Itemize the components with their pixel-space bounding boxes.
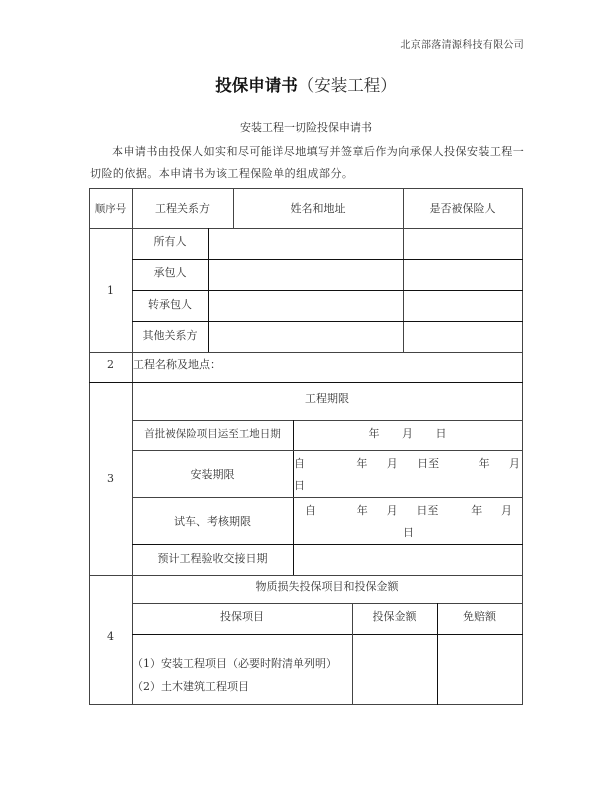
insured-amount-field[interactable] [352, 634, 437, 704]
party-subcontractor: 转承包人 [148, 297, 192, 311]
trial-m1: 月 [386, 503, 398, 517]
subcontractor-name-address-field[interactable] [208, 290, 403, 321]
install-period-label: 安装期限 [190, 467, 235, 481]
seq-1: 1 [107, 283, 114, 297]
other-insured-field[interactable] [403, 321, 522, 352]
col-deductible: 免赔额 [463, 609, 496, 623]
table-border-right [522, 188, 523, 705]
install-period-line2 [294, 477, 520, 493]
insured-items-cell [132, 634, 352, 704]
trial-d1to: 日至 [416, 503, 439, 517]
header-party: 工程关系方 [155, 202, 210, 215]
header-name-address: 姓名和地址 [290, 202, 346, 215]
header-seq: 顺序号 [94, 202, 127, 215]
insured-item-civil: （2）土木建筑工程项目 [132, 680, 249, 693]
trial-y1: 年 [356, 503, 368, 517]
contractor-insured-field[interactable] [403, 259, 522, 290]
intro-paragraph: 本申请书由投保人如实和尽可能详尽地填写并签章后作为向承保人投保安装工程一切险的依据。本申请书为该工程保险单的组成部分。 [90, 145, 525, 180]
trial-period-label: 试车、考核期限 [174, 514, 251, 528]
party-contractor: 承包人 [153, 265, 187, 279]
install-period-line1 [294, 455, 520, 471]
owner-insured-field[interactable] [403, 228, 522, 259]
seq-2: 2 [107, 357, 114, 371]
title-main: 投保申请书 [215, 76, 298, 95]
install-m1: 月 [386, 456, 398, 470]
company-name: 北京部落清源科技有限公司 [400, 40, 524, 51]
table-border-bottom [89, 704, 523, 705]
acceptance-date-field[interactable] [293, 544, 522, 575]
subcontractor-insured-field[interactable] [403, 290, 522, 321]
trial-m2: 月 [500, 503, 512, 517]
coverage-heading: 物质损失投保项目和投保金额 [255, 580, 399, 593]
trial-y2: 年 [471, 503, 483, 517]
form-subtitle: 安装工程一切险投保申请书 [240, 121, 372, 134]
trial-period-field[interactable] [293, 497, 522, 544]
col-insured-amount: 投保金额 [372, 609, 417, 623]
party-other: 其他关系方 [142, 328, 198, 342]
col-insured-item: 投保项目 [220, 609, 264, 623]
install-d1to: 日至 [417, 456, 440, 470]
seq-3: 3 [107, 472, 114, 485]
deductible-field[interactable] [437, 634, 522, 704]
install-m2: 月 [508, 456, 520, 470]
insured-item-installation: （1）安装工程项目（必要时附清单列明） [132, 657, 337, 670]
owner-name-address-field[interactable] [208, 228, 403, 259]
other-name-address-field[interactable] [208, 321, 403, 352]
title-sub: （安装工程） [297, 76, 397, 95]
header-insured: 是否被保险人 [429, 202, 496, 215]
trial-period-line1 [305, 502, 512, 518]
install-period-field[interactable] [293, 450, 522, 497]
party-owner: 所有人 [153, 234, 187, 248]
install-y2: 年 [478, 456, 490, 470]
trial-from: 自 [305, 503, 316, 517]
trial-period-line2 [305, 524, 512, 540]
period-heading: 工程期限 [305, 392, 349, 405]
trial-d2: 日 [403, 525, 414, 539]
contractor-name-address-field[interactable] [208, 259, 403, 290]
install-d2: 日 [294, 478, 305, 492]
install-from: 自 [294, 456, 305, 470]
first-delivery-date-field[interactable]: 年 月 日 [368, 427, 447, 440]
seq-4: 4 [107, 630, 114, 643]
install-y1: 年 [356, 456, 368, 470]
first-delivery-label: 首批被保险项目运至工地日期 [144, 427, 281, 440]
acceptance-date-label: 预计工程验收交接日期 [157, 551, 268, 565]
project-name-location-label: 工程名称及地点： [133, 358, 221, 371]
